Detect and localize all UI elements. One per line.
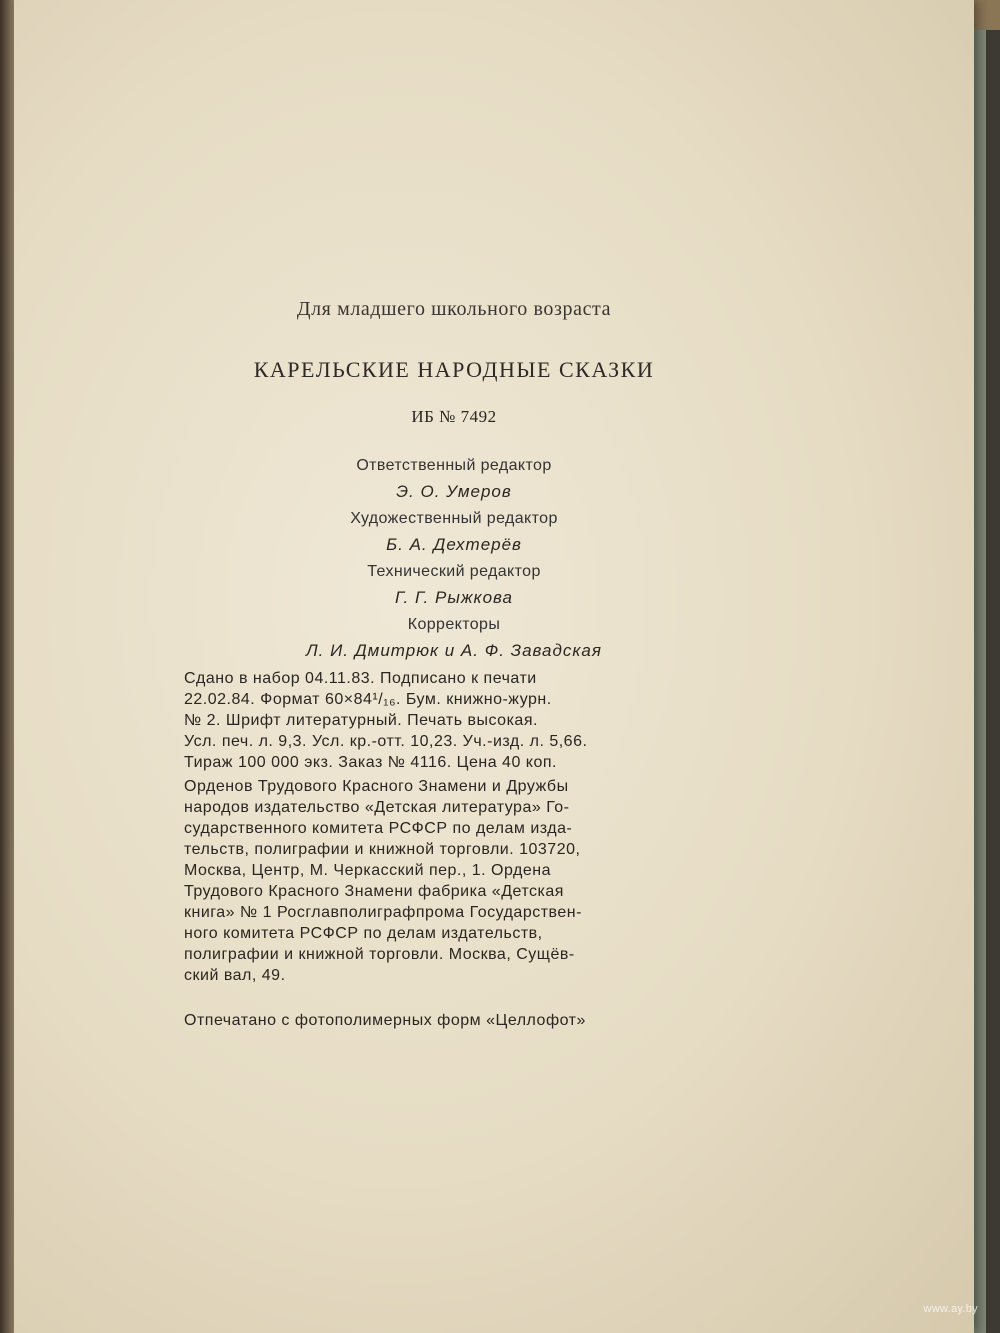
- print-detail-line: Усл. печ. л. 9,3. Усл. кр.-отт. 10,23. Уч.-изд. л. 5,66.: [184, 733, 588, 750]
- publisher-info: [184, 776, 724, 986]
- site-watermark: www.ay.by: [923, 1303, 978, 1315]
- credits-list: [184, 455, 724, 662]
- publisher-line: Орденов Трудового Красного Знамени и Дружбы: [184, 778, 569, 795]
- printing-note: Отпечатано с фотополимерных форм «Целлофот»: [184, 1012, 586, 1029]
- credit-name: Л. И. Дмитрюк и А. Ф. Завадская: [306, 641, 602, 660]
- book-title: КАРЕЛЬСКИЕ НАРОДНЫЕ СКАЗКИ: [253, 357, 655, 382]
- credit-name: Э. О. Умеров: [396, 482, 512, 501]
- publisher-line: книга» № 1 Росглавполиграфпрома Государствен-: [184, 904, 582, 921]
- publisher-line: ного комитета РСФСР по делам издательств,: [184, 925, 543, 942]
- print-detail-line: 22.02.84. Формат 60×84¹/₁₆. Бум. книжно-журн.: [184, 691, 552, 708]
- credit-role: Ответственный редактор: [356, 457, 552, 474]
- age-note: Для младшего школьного возраста: [296, 298, 612, 320]
- credit-role: Художественный редактор: [350, 510, 558, 527]
- publisher-line: народов издательство «Детская литература» Го-: [184, 799, 570, 816]
- publisher-line: Москва, Центр, М. Черкасский пер., 1. Ордена: [184, 862, 551, 879]
- credit-name: Г. Г. Рыжкова: [395, 588, 513, 607]
- publisher-line: Трудового Красного Знамени фабрика «Детская: [184, 883, 564, 900]
- background-book-edge: [986, 30, 1000, 1333]
- publisher-line: тельств, полиграфии и книжной торговли. 103720,: [184, 841, 581, 858]
- credit-role: Корректоры: [407, 616, 501, 633]
- ib-number: ИБ № 7492: [411, 407, 497, 426]
- colophon-block: [184, 298, 724, 1046]
- publisher-line: ский вал, 49.: [184, 967, 286, 984]
- credit-name: Б. А. Дехтерёв: [386, 535, 522, 554]
- print-detail-line: Тираж 100 000 экз. Заказ № 4116. Цена 40 коп.: [184, 754, 557, 771]
- print-detail-line: Сдано в набор 04.11.83. Подписано к печати: [184, 670, 537, 687]
- credit-role: Технический редактор: [367, 563, 541, 580]
- publisher-line: сударственного комитета РСФСР по делам изда-: [184, 820, 573, 837]
- publisher-line: полиграфии и книжной торговли. Москва, Сущёв-: [184, 946, 575, 963]
- book-page: [14, 0, 974, 1333]
- print-detail-line: № 2. Шрифт литературный. Печать высокая.: [184, 712, 538, 729]
- print-details: [184, 668, 724, 773]
